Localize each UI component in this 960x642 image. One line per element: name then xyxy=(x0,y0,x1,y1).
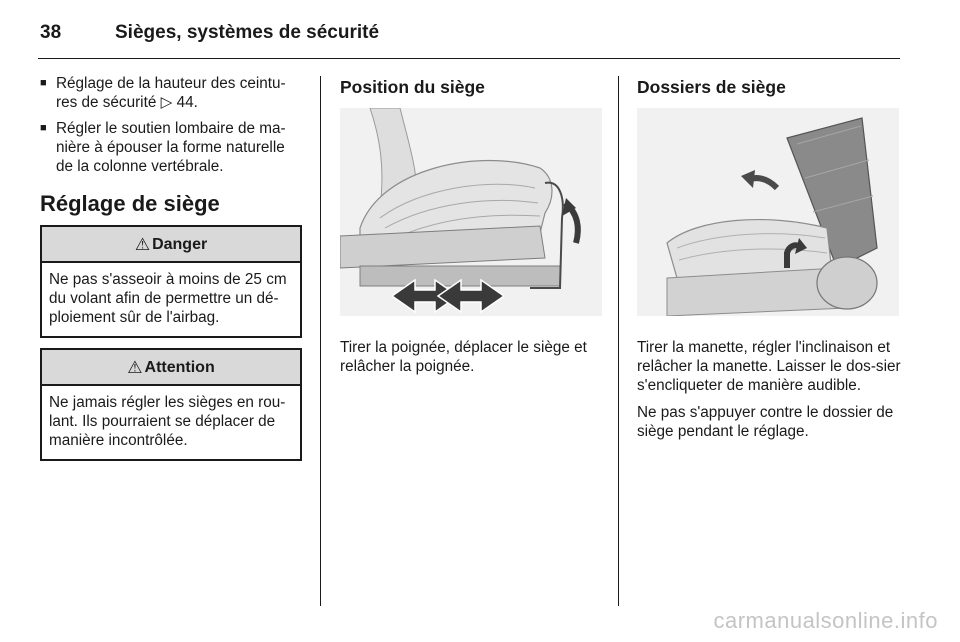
seat-position-illustration xyxy=(340,108,602,316)
page-number: 38 xyxy=(40,22,62,43)
paragraph: Ne pas s'appuyer contre le dossier de siège pendant le réglage. xyxy=(637,404,894,440)
attention-box xyxy=(40,348,302,461)
column-right xyxy=(637,74,901,449)
column-left xyxy=(40,74,302,471)
column-divider xyxy=(618,76,619,606)
list-item xyxy=(40,119,302,176)
page-heading: Sièges, systèmes de sécurité xyxy=(115,22,380,43)
seat-backrest-illustration xyxy=(637,108,899,316)
section-title: Position du siège xyxy=(340,77,485,97)
list-item-text: Régler le soutien lombaire de ma-nière à épouser la forme naturelle de la colonne vertébrale. xyxy=(56,120,286,175)
danger-title: Danger xyxy=(152,235,208,253)
figure-caption: Tirer la poignée, déplacer le siège et relâcher la poignée. xyxy=(340,339,587,375)
watermark: carmanualsonline.info xyxy=(713,608,938,633)
bullet-square-icon: ■ xyxy=(40,122,47,134)
bullet-square-icon: ■ xyxy=(40,77,47,89)
attention-title: Attention xyxy=(144,358,215,376)
list-item-text: Réglage de la hauteur des ceintu-res de sécurité xyxy=(56,75,286,111)
attention-header xyxy=(42,350,300,386)
attention-body: Ne jamais régler les sièges en rou-lant. Ils pourraient se déplacer de manière incontrôlée. xyxy=(49,394,286,449)
section-title: Dossiers de siège xyxy=(637,77,786,97)
paragraph: Tirer la manette, régler l'inclinaison et relâcher la manette. Laisser le dos-sier s'encliqueter de manière audible. xyxy=(637,339,901,394)
section-title: Réglage de siège xyxy=(40,191,220,216)
danger-header xyxy=(42,227,300,263)
column-divider xyxy=(320,76,321,606)
column-middle xyxy=(340,74,602,384)
page-header xyxy=(38,18,900,59)
danger-box xyxy=(40,225,302,338)
arrow-ref-icon: ▷ xyxy=(160,94,177,111)
warning-triangle-icon: ⚠ xyxy=(134,234,151,254)
danger-body: Ne pas s'asseoir à moins de 25 cm du volant afin de permettre un dé-ploiement sûr de l'airbag. xyxy=(49,271,287,326)
page-reference: 44. xyxy=(176,94,198,111)
list-item xyxy=(40,74,302,112)
warning-triangle-icon: ⚠ xyxy=(127,357,143,377)
